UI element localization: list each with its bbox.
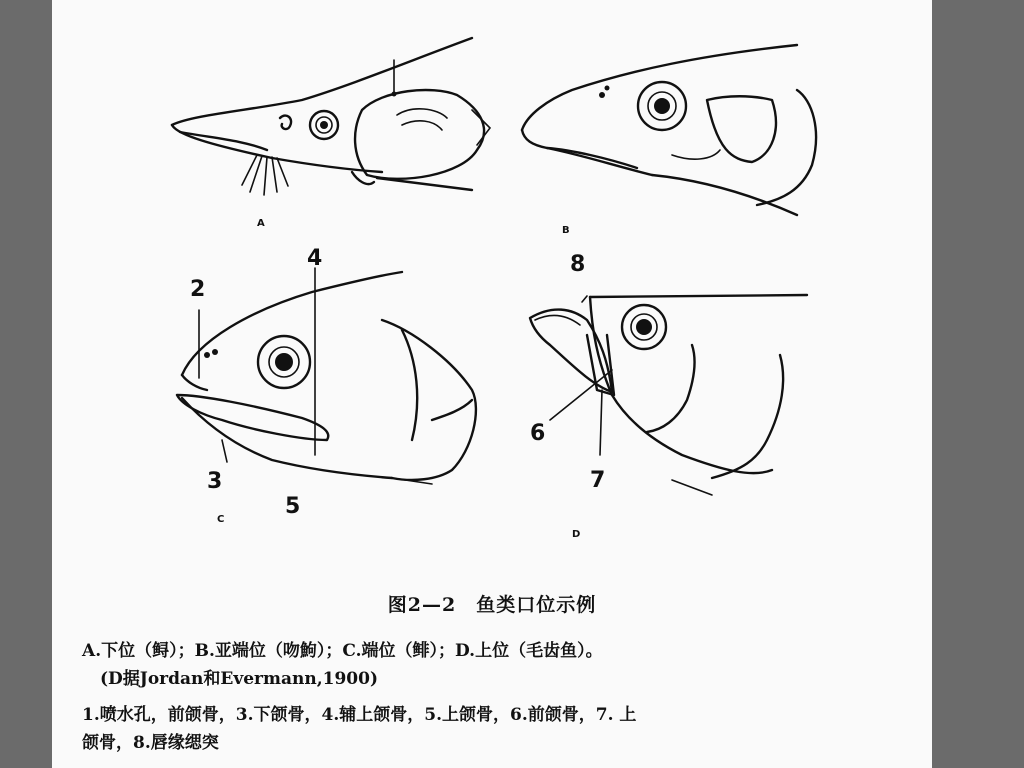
- label-6: 6: [530, 421, 546, 446]
- panel-b-letter: B: [562, 225, 570, 236]
- figure-caption-title: 图2—2 鱼类口位示例: [387, 594, 597, 616]
- panel-a-letter: A: [257, 218, 265, 229]
- panel-d-drawing: [530, 295, 807, 495]
- label-8: 8: [570, 252, 586, 277]
- caption-line-3: 1.喷水孔，前颌骨，3.下颌骨，4.辅上颌骨，5.上颌骨，6.前颌骨，7. 上: [82, 705, 637, 725]
- fish-mouth-figure: [52, 0, 932, 560]
- panel-d-letter: D: [572, 529, 581, 540]
- label-3: 3: [207, 469, 223, 494]
- panel-a-drawing: [172, 38, 490, 195]
- label-5: 5: [285, 494, 301, 519]
- label-2: 2: [190, 277, 206, 302]
- caption-line-4: 颌骨，8.唇缘缌突: [82, 733, 219, 753]
- document-page: [52, 0, 932, 768]
- caption-line-1: A.下位（鲟）；B.亚端位（吻鮈）；C.端位（鲱）；D.上位（毛齿鱼）。: [82, 641, 603, 661]
- panel-c-letter: C: [217, 514, 225, 525]
- caption-line-2: (D据Jordan和Evermann,1900): [100, 669, 378, 689]
- panel-b-drawing: [522, 45, 816, 215]
- label-7: 7: [590, 468, 606, 493]
- panel-c-drawing: [177, 268, 476, 484]
- label-4: 4: [307, 246, 323, 271]
